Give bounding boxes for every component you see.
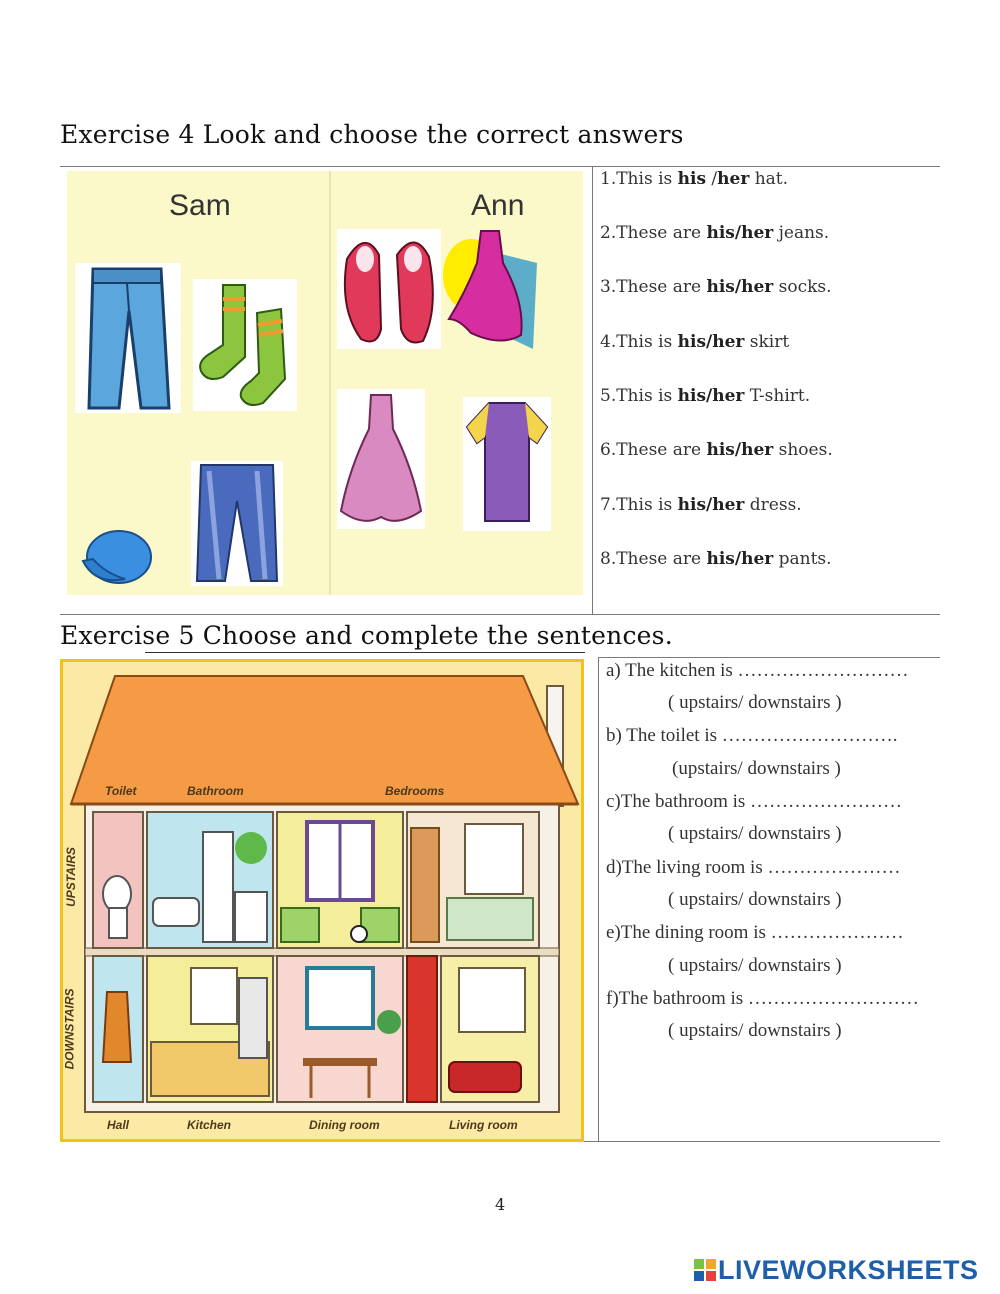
question-text: pants. [773,549,832,569]
question-text: 3.These are [600,277,707,297]
question-text: 1.This is [600,169,678,189]
sentence-e[interactable]: e)The dining room is ………………… [606,922,904,943]
logo-icon [694,1259,716,1281]
question-text: 6.These are [600,440,707,460]
label-downstairs: DOWNSTAIRS [62,988,77,1070]
options-d[interactable]: ( upstairs/ downstairs ) [668,889,842,910]
question-8[interactable] [600,549,832,569]
question-text: jeans. [773,223,830,243]
label-toilet: Toilet [105,784,137,798]
label-bedrooms: Bedrooms [385,784,445,798]
label-kitchen: Kitchen [187,1118,232,1132]
ex5-top-rule [598,657,940,658]
ex5-column-divider [598,657,599,1142]
name-label-sam: Sam [169,189,231,222]
label-bathroom: Bathroom [187,784,244,798]
label-living-room: Living room [449,1118,518,1132]
exercise-4-title: Exercise 4 Look and choose the correct answers [60,120,684,149]
question-text: socks. [773,277,832,297]
tshirt-image [463,397,551,531]
picture-divider [329,171,331,595]
cap-image [75,521,157,589]
pants-image [191,461,283,586]
sentence-f[interactable]: f)The bathroom is ……………………… [606,988,919,1009]
answer-choice[interactable]: his [677,169,707,189]
question-text: 5.This is [600,386,678,406]
answer-choice[interactable]: his/her [677,495,745,515]
liveworksheets-logo[interactable] [694,1255,979,1285]
question-text: skirt [744,332,790,352]
question-text: 7.This is [600,495,678,515]
house-picture [60,659,584,1142]
answer-choice[interactable]: his/her [706,277,774,297]
ex5-title-underline [145,652,585,653]
ex4-top-rule [60,166,940,167]
options-f[interactable]: ( upstairs/ downstairs ) [668,1020,842,1041]
jeans-image [75,263,181,413]
ex4-bottom-rule [60,614,940,615]
options-a[interactable]: ( upstairs/ downstairs ) [668,692,842,713]
question-text: 2.These are [600,223,707,243]
name-label-ann: Ann [471,189,525,222]
sentence-b[interactable]: b) The toilet is ………………………. [606,725,898,746]
logo-text: LIVEWORKSHEETS [718,1254,979,1285]
question-text: 4.This is [600,332,678,352]
question-text: 8.These are [600,549,707,569]
question-2[interactable] [600,223,829,243]
options-e[interactable]: ( upstairs/ downstairs ) [668,955,842,976]
question-text: T-shirt. [744,386,811,406]
answer-choice[interactable]: his/her [706,440,774,460]
question-text: shoes. [773,440,833,460]
exercise-5-title: Exercise 5 Choose and complete the sentences. [60,621,673,650]
question-6[interactable] [600,440,833,460]
skirt-image [337,389,425,529]
question-4[interactable] [600,332,789,352]
clothes-picture [67,171,583,595]
label-hall: Hall [107,1118,130,1132]
dress-image [441,223,539,351]
question-text: / [706,169,718,189]
label-upstairs: UPSTAIRS [63,847,78,907]
house-drawing [63,662,581,1139]
label-dining-room: Dining room [309,1118,380,1132]
question-7[interactable] [600,495,802,515]
shoes-image [337,229,441,349]
question-text: hat. [749,169,789,189]
page-number: 4 [495,1195,506,1214]
sentence-d[interactable]: d)The living room is ………………… [606,857,901,878]
answer-choice[interactable]: her [717,169,750,189]
answer-choice[interactable]: his/her [706,223,774,243]
answer-choice[interactable]: his/her [706,549,774,569]
question-3[interactable] [600,277,832,297]
question-text: dress. [744,495,802,515]
options-c[interactable]: ( upstairs/ downstairs ) [668,823,842,844]
socks-image [193,279,297,411]
ex4-column-divider [592,166,593,615]
answer-choice[interactable]: his/her [677,332,745,352]
sentence-c[interactable]: c)The bathroom is …………………… [606,791,903,812]
question-5[interactable] [600,386,810,406]
sentence-a[interactable]: a) The kitchen is ……………………… [606,660,909,681]
answer-choice[interactable]: his/her [677,386,745,406]
question-1[interactable] [600,169,788,189]
options-b[interactable]: (upstairs/ downstairs ) [672,758,841,779]
